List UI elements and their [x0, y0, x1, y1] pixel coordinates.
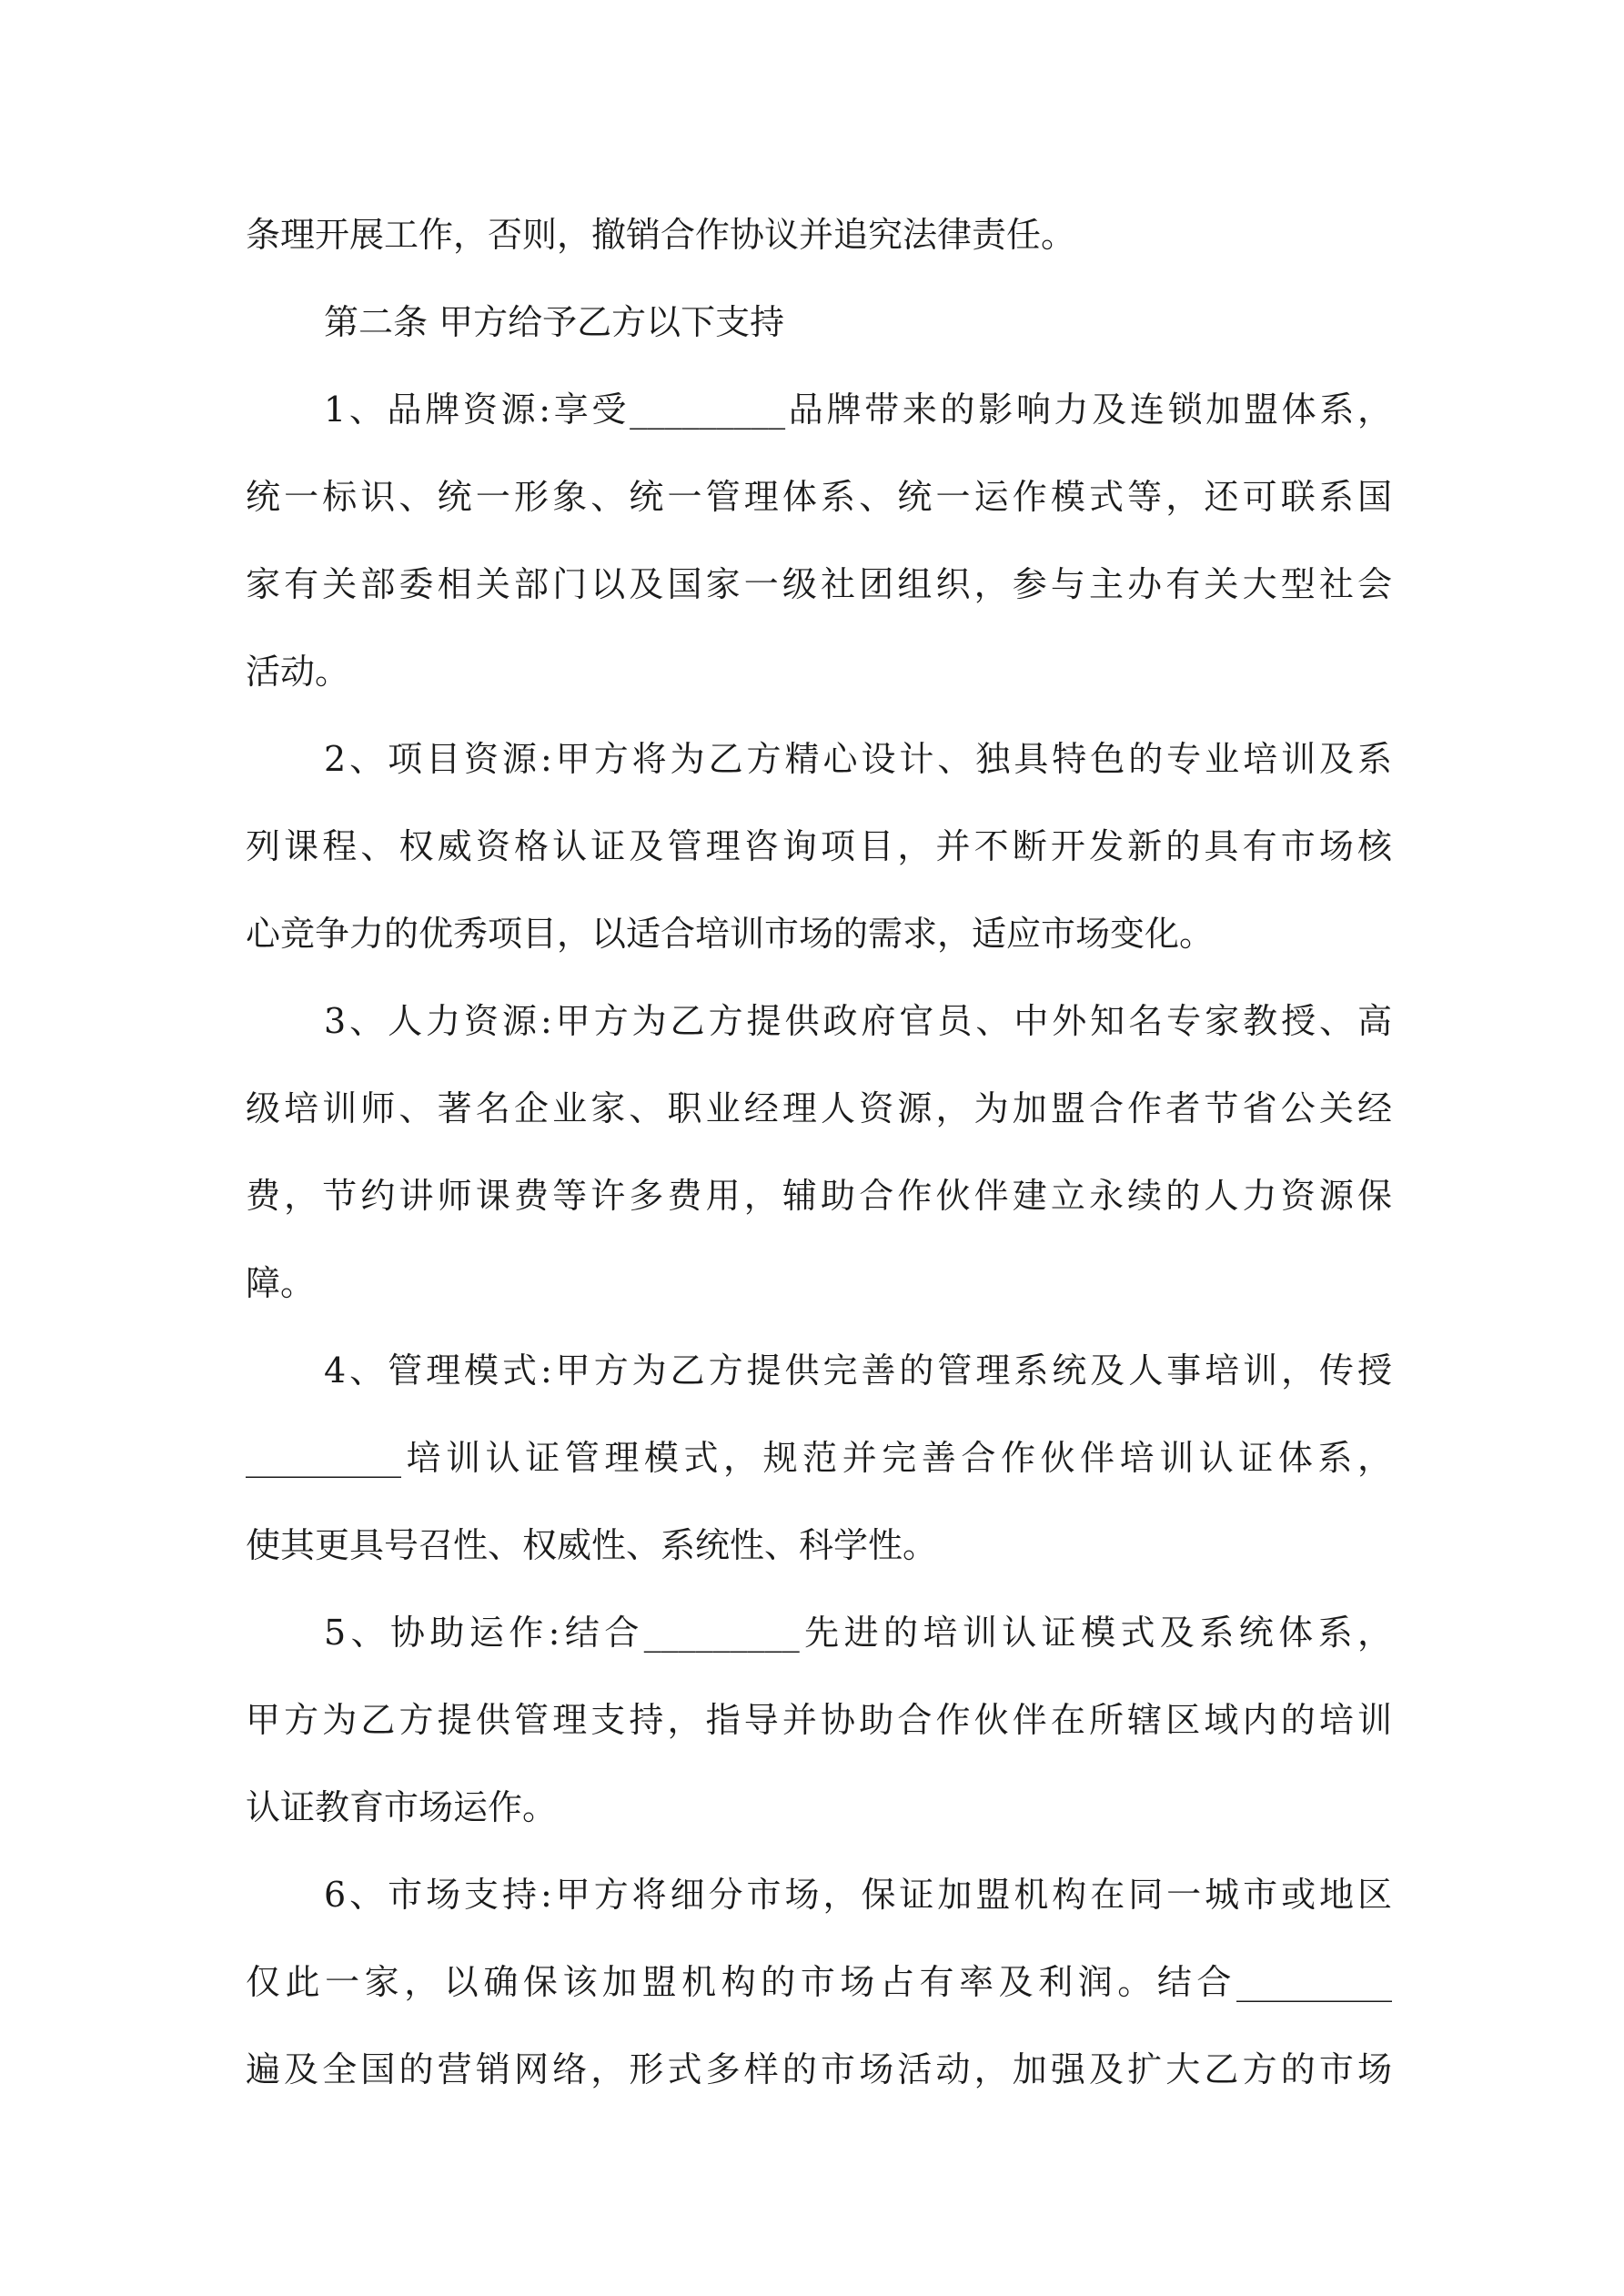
paragraph-line: 甲方为乙方提供管理支持，指导并协助合作伙伴在所辖区域内的培训: [246, 1700, 1392, 1740]
paragraph-line: 1、品牌资源:享受_________品牌带来的影响力及连锁加盟体系，: [324, 389, 1392, 430]
document-page: [246, 191, 1392, 2113]
paragraph-line: 5、协助运作:结合_________先进的培训认证模式及系统体系，: [324, 1613, 1392, 1653]
article-heading: 第二条 甲方给予乙方以下支持: [324, 302, 785, 342]
paragraph-line: 统一标识、统一形象、统一管理体系、统一运作模式等，还可联系国: [246, 477, 1392, 517]
paragraph-line: 障。: [246, 1263, 316, 1303]
paragraph-line: 心竞争力的优秀项目，以适合培训市场的需求，适应市场变化。: [246, 914, 1215, 954]
text-line: 条理开展工作，否则，撤销合作协议并追究法律责任。: [246, 215, 1076, 255]
paragraph-line: 4、管理模式:甲方为乙方提供完善的管理系统及人事培训，传授: [324, 1350, 1392, 1391]
paragraph-line: 活动。: [246, 652, 350, 692]
paragraph-line: 使其更具号召性、权威性、系统性、科学性。: [246, 1525, 938, 1565]
paragraph-line: 6、市场支持:甲方将细分市场，保证加盟机构在同一城市或地区: [324, 1875, 1392, 1915]
paragraph-line: 级培训师、著名企业家、职业经理人资源，为加盟合作者节省公关经: [246, 1088, 1392, 1128]
paragraph-line: 家有关部委相关部门以及国家一级社团组织，参与主办有关大型社会: [246, 564, 1392, 604]
paragraph-line: 仅此一家，以确保该加盟机构的市场占有率及利润。结合_________: [246, 1962, 1392, 2002]
paragraph-line: 遍及全国的营销网络，形式多样的市场活动，加强及扩大乙方的市场: [246, 2049, 1392, 2089]
paragraph-line: 2、项目资源:甲方将为乙方精心设计、独具特色的专业培训及系: [324, 739, 1392, 779]
paragraph-line: 列课程、权威资格认证及管理咨询项目，并不断开发新的具有市场核: [246, 826, 1392, 866]
paragraph-line: 认证教育市场运作。: [246, 1787, 558, 1827]
paragraph-line: _________培训认证管理模式，规范并完善合作伙伴培训认证体系，: [246, 1438, 1392, 1478]
paragraph-line: 3、人力资源:甲方为乙方提供政府官员、中外知名专家教授、高: [324, 1001, 1392, 1041]
paragraph-line: 费，节约讲师课费等许多费用，辅助合作伙伴建立永续的人力资源保: [246, 1176, 1392, 1216]
